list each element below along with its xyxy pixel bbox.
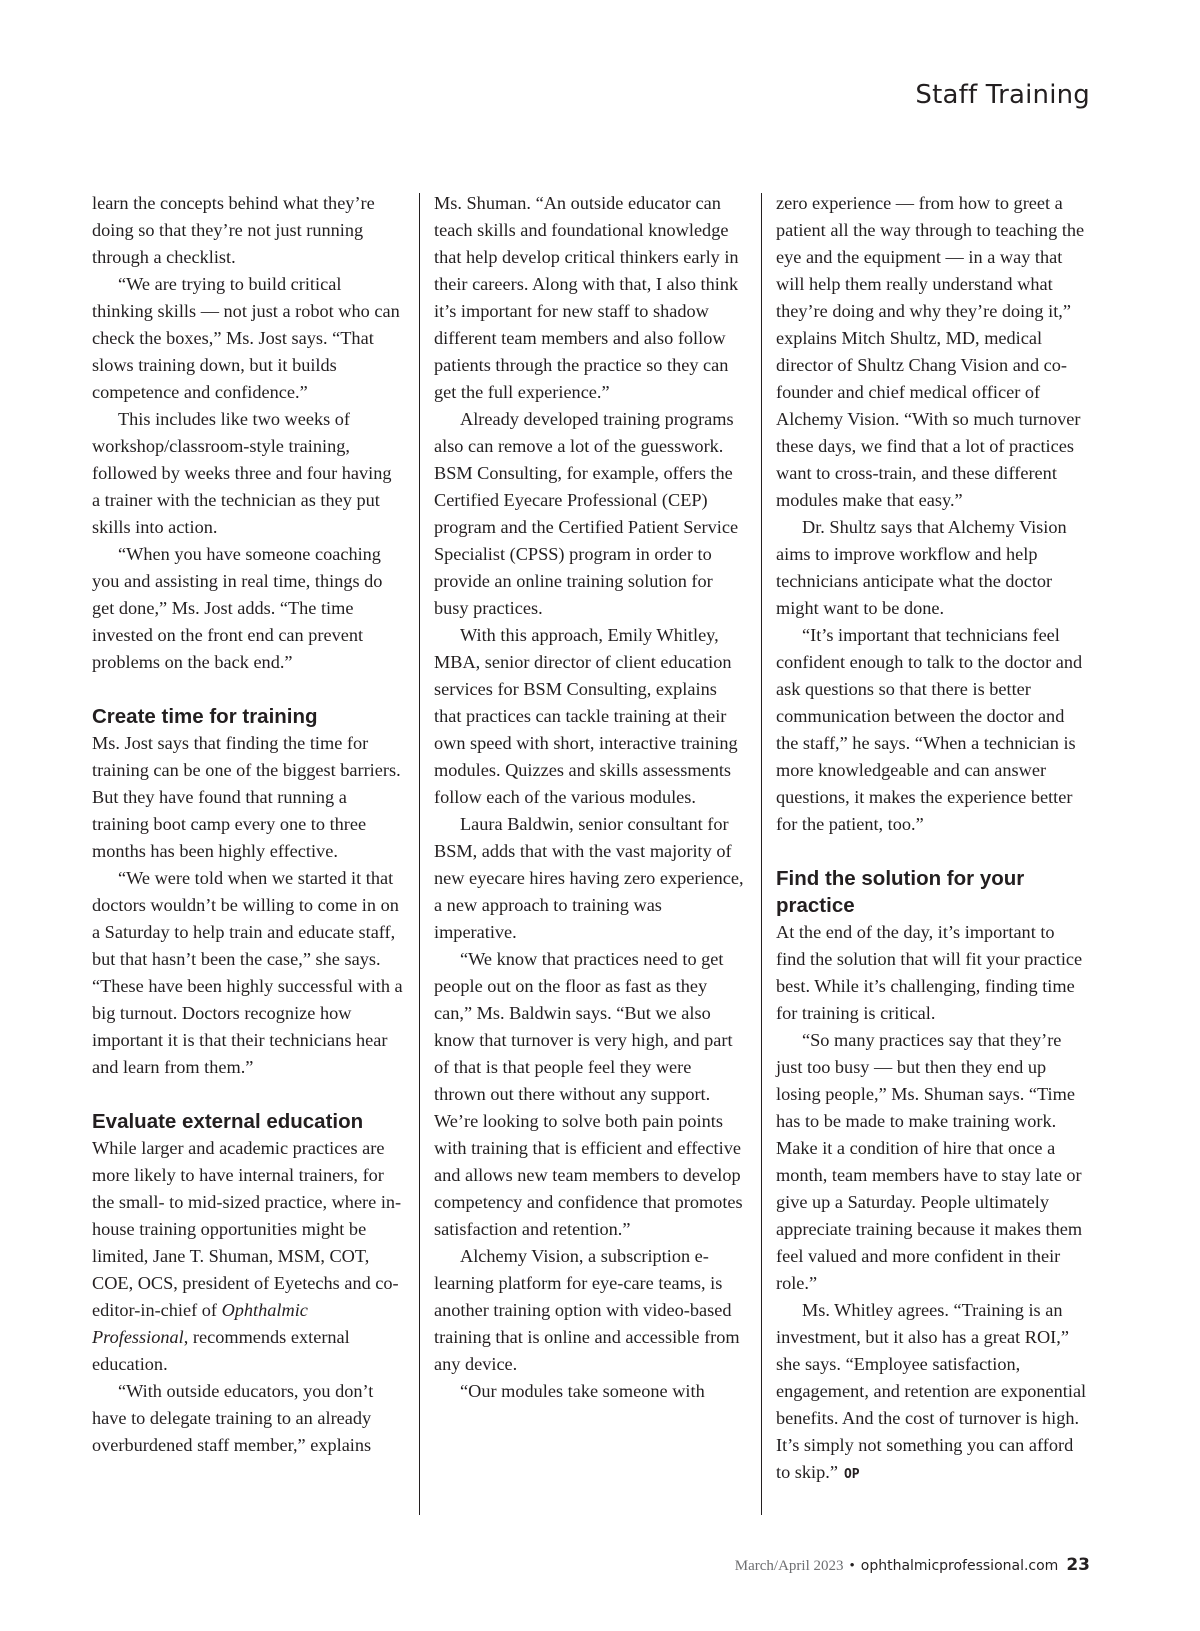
paragraph: With this approach, Emily Whitley, MBA, senior director of client education services for BSM Consulting, explains that practices can tackle training at their own speed with short, interactive training modules. Quizzes and skills assessments follow each of the various modules. xyxy=(434,625,738,807)
paragraph: “Our modules take someone with xyxy=(460,1381,705,1401)
subhead: Evaluate external education xyxy=(92,1110,364,1133)
column-2 xyxy=(434,190,746,1405)
paragraph xyxy=(92,1135,404,1378)
paragraph: At the end of the day, it’s important to find the solution that will fit your practice best. While it’s challenging, finding time for training is critical. xyxy=(776,922,1083,1023)
footer-bullet: • xyxy=(849,1558,855,1574)
paragraph: Ms. Jost says that finding the time for training can be one of the biggest barriers. But they have found that running a training boot camp every one to three months has been highly effective. xyxy=(92,733,401,861)
paragraph: Ms. Shuman. “An outside educator can teach skills and foundational knowledge that help develop critical thinkers early in their careers. Along with that, I also think it’s important for new staff to shadow different team members and also follow patients through the practice so they can get the full experience.” xyxy=(434,193,739,402)
column-1 xyxy=(92,190,404,1459)
subhead: Find the solution for your practice xyxy=(776,867,1025,917)
paragraph: “We were told when we started it that doctors wouldn’t be willing to come in on a Saturday to help train and educate staff, but that hasn’t been the case,” she says. “These have been highly successful with a big turnout. Doctors recognize how important it is that their technicians hear and learn from them.” xyxy=(92,868,403,1077)
paragraph-text: While larger and academic practices are more likely to have internal trainers, for the small- to mid-sized practice, where in-house training opportunities might be limited, Jane T. Shuman, MSM, COT, COE, OCS, president of Eyetechs and co-editor-in-chief of xyxy=(92,1138,402,1320)
paragraph xyxy=(776,1297,1088,1488)
paragraph: “We know that practices need to get people out on the floor as fast as they can,” Ms. Baldwin says. “But we also know that turnover is very high, and part of that is that people feel they were thrown out there without any support. We’re looking to solve both pain points with training that is efficient and effective and allows new team members to develop competency and confidence that promotes satisfaction and retention.” xyxy=(434,949,743,1239)
paragraph: “So many practices say that they’re just too busy — but then they end up losing people,” Ms. Shuman says. “Time has to be made to make training work. Make it a condition of hire that once a month, team members have to stay late or give up a Saturday. People ultimately appreciate training because it makes them feel valued and more confident in their role.” xyxy=(776,1030,1083,1293)
footer-issue-date: March/April 2023 xyxy=(734,1558,844,1574)
paragraph-text: Ms. Whitley agrees. “Training is an investment, but it also has a great ROI,” she says. “Employee satisfaction, engagement, and retention are exponential benefits. And the cost of turnover is high. It’s simply not something you can afford to skip.” xyxy=(776,1300,1087,1482)
paragraph: Laura Baldwin, senior consultant for BSM, adds that with the vast majority of new eyecare hires having zero experience, a new approach to training was imperative. xyxy=(434,814,744,942)
paragraph: Alchemy Vision, a subscription e-learning platform for eye-care teams, is another training option with video-based training that is online and accessible from any device. xyxy=(434,1246,740,1374)
section-header: Staff Training xyxy=(915,80,1090,110)
page-number: 23 xyxy=(1066,1555,1090,1575)
publication-title: Ophthalmic Professional xyxy=(92,1300,308,1347)
subhead: Create time for training xyxy=(92,705,318,728)
column-rule-1 xyxy=(419,193,420,1515)
end-mark: OP xyxy=(843,1467,860,1482)
paragraph: Already developed training programs also can remove a lot of the guesswork. BSM Consulting, for example, offers the Certified Eyecare Professional (CEP) program and the Certified Patient Service Specialist (CPSS) program in order to provide an online training solution for busy practices. xyxy=(434,409,739,618)
paragraph: “We are trying to build critical thinking skills — not just a robot who can check the boxes,” Ms. Jost says. “That slows training down, but it builds competence and confidence.” xyxy=(92,274,400,402)
paragraph: Dr. Shultz says that Alchemy Vision aims to improve workflow and help technicians anticipate what the doctor might want to be done. xyxy=(776,517,1067,618)
paragraph: “With outside educators, you don’t have to delegate training to an already overburdened staff member,” explains xyxy=(92,1381,374,1455)
column-3 xyxy=(776,190,1088,1488)
paragraph: “When you have someone coaching you and assisting in real time, things do get done,” Ms. Jost adds. “The time invested on the front end can prevent problems on the back end.” xyxy=(92,544,383,672)
paragraph: learn the concepts behind what they’re doing so that they’re not just running through a checklist. xyxy=(92,193,375,267)
column-rule-2 xyxy=(761,193,762,1515)
paragraph: This includes like two weeks of workshop/classroom-style training, followed by weeks three and four having a trainer with the technician as they put skills into action. xyxy=(92,409,392,537)
paragraph-text: , recommends external education. xyxy=(92,1327,350,1374)
paragraph: “It’s important that technicians feel confident enough to talk to the doctor and ask questions so that there is better communication between the doctor and the staff,” he says. “When a technician is more knowledgeable and can answer questions, it makes the experience better for the patient, too.” xyxy=(776,625,1083,834)
page-footer xyxy=(735,1555,1090,1575)
paragraph: zero experience — from how to greet a patient all the way through to teaching the eye and the equipment — in a way that will help them really understand what they’re doing and why they’re doing it,” explains Mitch Shultz, MD, medical director of Shultz Chang Vision and co-founder and chief medical officer of Alchemy Vision. “With so much turnover these days, we find that a lot of practices want to cross-train, and these different modules make that easy.” xyxy=(776,193,1085,510)
footer-website: ophthalmicprofessional.com xyxy=(860,1558,1059,1574)
